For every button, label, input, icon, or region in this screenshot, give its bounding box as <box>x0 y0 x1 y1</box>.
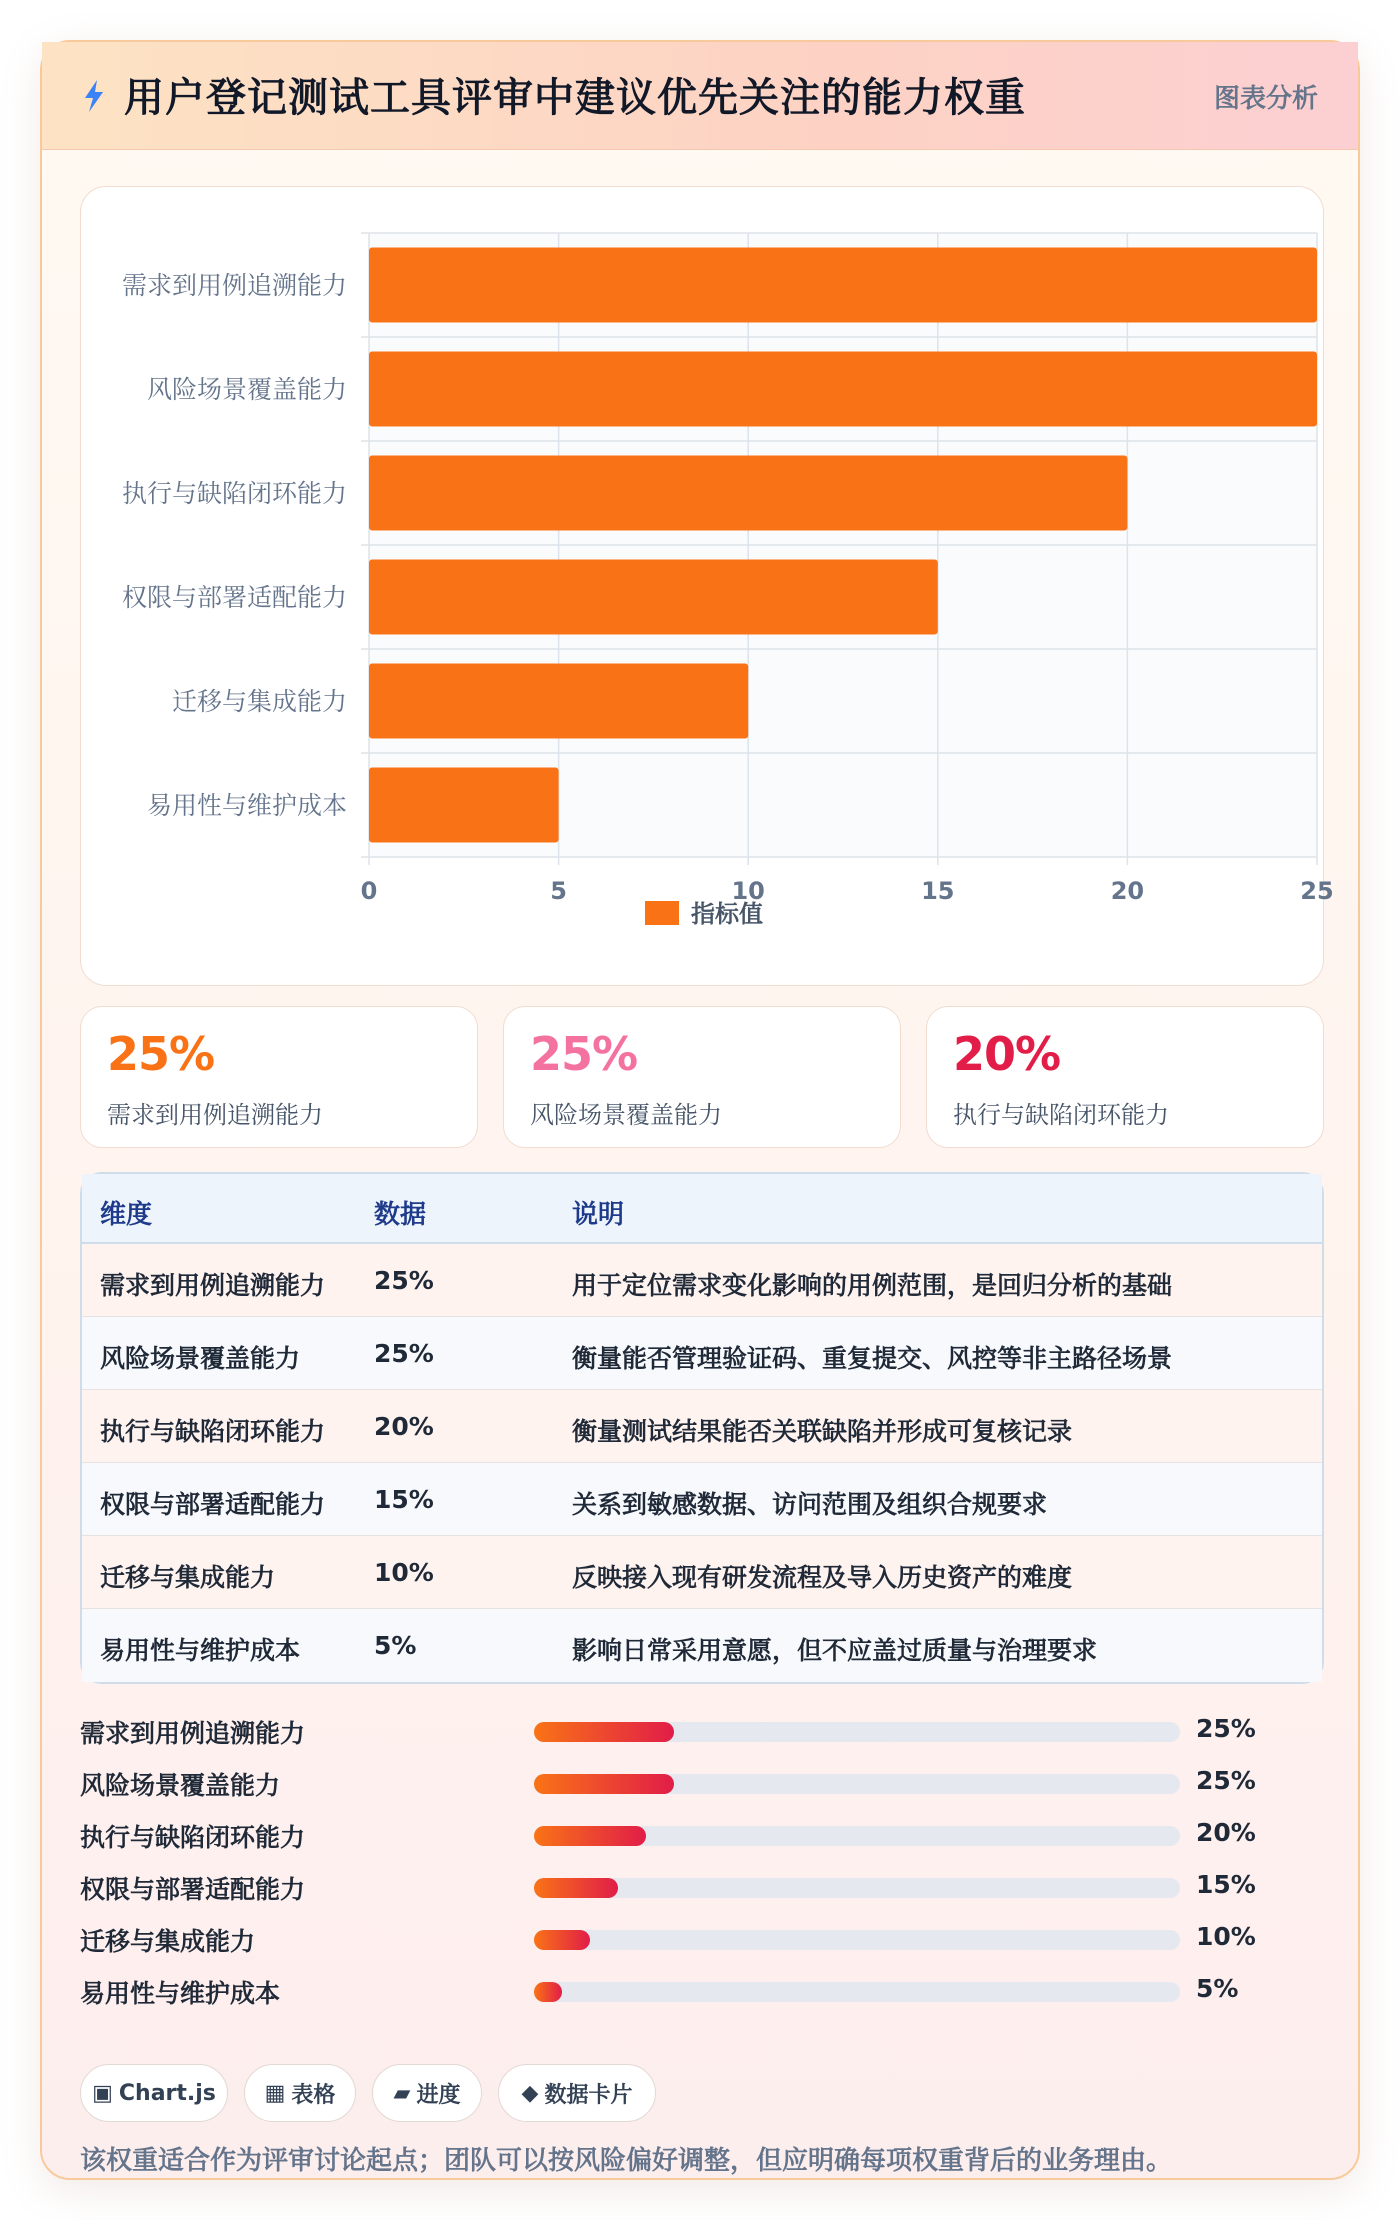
legend-label: 指标值 <box>691 900 763 928</box>
header-tag: 图表分析 <box>1213 84 1318 114</box>
progress-row <box>80 1758 1324 1810</box>
stat-label: 风险场景覆盖能力 <box>530 1101 722 1129</box>
progress-row <box>80 1914 1324 1966</box>
table-cell: 易用性与维护成本 <box>100 1636 301 1665</box>
table-cell: 权限与部署适配能力 <box>100 1490 326 1519</box>
chip-table[interactable] <box>244 2064 356 2122</box>
stat-label: 需求到用例追溯能力 <box>107 1101 323 1129</box>
chip-label: Chart.js <box>118 2080 216 2106</box>
category-label: 权限与部署适配能力 <box>121 583 347 612</box>
card-header <box>42 42 1358 150</box>
table-cell: 反映接入现有研发流程及导入历史资产的难度 <box>572 1563 1073 1592</box>
table-grid-icon: ▦ <box>264 2080 286 2106</box>
table-cell: 执行与缺陷闭环能力 <box>100 1417 326 1446</box>
chip-progress[interactable] <box>372 2064 482 2122</box>
progress-label: 风险场景覆盖能力 <box>80 1771 281 1800</box>
x-tick-label: 20 <box>1110 877 1145 905</box>
table-cell: 5% <box>374 1631 417 1660</box>
x-tick-label: 0 <box>360 877 378 905</box>
table-cell: 关系到敏感数据、访问范围及组织合规要求 <box>572 1490 1048 1519</box>
stat-card <box>503 1006 901 1148</box>
table-cell: 衡量测试结果能否关联缺陷并形成可复核记录 <box>572 1417 1073 1446</box>
report-card <box>40 40 1360 2180</box>
progress-fill <box>534 1878 618 1898</box>
column-header: 数据 <box>374 1200 427 1230</box>
stat-card <box>926 1006 1324 1148</box>
stat-value: 20% <box>953 1027 1061 1081</box>
table-cell: 25% <box>374 1266 434 1295</box>
progress-track <box>534 1982 1180 2002</box>
table-cell: 用于定位需求变化影响的用例范围，是回归分析的基础 <box>572 1271 1173 1300</box>
legend-swatch <box>645 901 679 925</box>
chip-label: 进度 <box>416 2082 461 2108</box>
x-tick-label: 15 <box>921 877 955 905</box>
column-header: 维度 <box>100 1200 153 1230</box>
progress-row <box>80 1862 1324 1914</box>
progress-track <box>534 1878 1180 1898</box>
bar <box>369 248 1317 323</box>
table-cell: 15% <box>374 1485 434 1514</box>
stat-value: 25% <box>107 1027 215 1081</box>
x-tick-label: 25 <box>1300 877 1334 905</box>
footnote: 该权重适合作为评审讨论起点；团队可以按风险偏好调整，但应明确每项权重背后的业务理由。 <box>80 2146 1173 2176</box>
table-row <box>82 1390 1322 1463</box>
table-cell: 25% <box>374 1339 434 1368</box>
table-cell: 风险场景覆盖能力 <box>100 1344 301 1373</box>
table-cell: 迁移与集成能力 <box>100 1563 276 1592</box>
progress-track <box>534 1826 1180 1846</box>
chip-label: 数据卡片 <box>544 2082 633 2108</box>
progress-label: 权限与部署适配能力 <box>80 1875 306 1904</box>
progress-label: 迁移与集成能力 <box>80 1927 256 1956</box>
x-tick-label: 10 <box>731 877 765 905</box>
table-row <box>82 1317 1322 1390</box>
table-cell: 20% <box>374 1412 434 1441</box>
diamond-icon: ◆ <box>521 2080 539 2106</box>
progress-value: 15% <box>1196 1870 1256 1899</box>
chip-chartjs[interactable] <box>80 2064 228 2122</box>
progress-value: 25% <box>1196 1766 1256 1795</box>
progress-track <box>534 1722 1180 1742</box>
column-header: 说明 <box>572 1200 625 1230</box>
bar-chart <box>81 187 1334 987</box>
table-cell: 影响日常采用意愿，但不应盖过质量与治理要求 <box>572 1636 1098 1665</box>
progress-label: 需求到用例追溯能力 <box>80 1719 306 1748</box>
table-row <box>82 1244 1322 1317</box>
progress-value: 5% <box>1196 1974 1239 2003</box>
table-row <box>82 1609 1322 1682</box>
progress-track <box>534 1930 1180 1950</box>
progress-row <box>80 1966 1324 2018</box>
bar <box>369 352 1317 427</box>
progress-fill <box>534 1826 646 1846</box>
progress-row <box>80 1810 1324 1862</box>
progress-label: 易用性与维护成本 <box>80 1979 281 2008</box>
chart-panel <box>80 186 1334 986</box>
progress-value: 10% <box>1196 1922 1256 1951</box>
progress-fill <box>534 1722 674 1742</box>
data-table <box>80 1172 1324 1684</box>
progress-track <box>534 1774 1180 1794</box>
table-row <box>82 1463 1322 1536</box>
progress-value: 20% <box>1196 1818 1256 1847</box>
category-label: 执行与缺陷闭环能力 <box>121 479 347 508</box>
stat-value: 25% <box>530 1027 638 1081</box>
bar <box>369 456 1127 531</box>
progress-fill <box>534 1982 562 2002</box>
page-title: 用户登记测试工具评审中建议优先关注的能力权重 <box>124 75 1026 121</box>
progress-label: 执行与缺陷闭环能力 <box>80 1823 306 1852</box>
lightning-icon <box>80 78 108 114</box>
progress-fill <box>534 1930 590 1950</box>
progress-fill <box>534 1774 674 1794</box>
x-tick-label: 5 <box>550 877 567 905</box>
stat-label: 执行与缺陷闭环能力 <box>953 1101 1169 1129</box>
table-cell: 衡量能否管理验证码、重复提交、风控等非主路径场景 <box>572 1344 1173 1373</box>
category-label: 需求到用例追溯能力 <box>121 271 347 300</box>
progress-value: 25% <box>1196 1714 1256 1743</box>
category-label: 迁移与集成能力 <box>171 687 347 716</box>
bar <box>369 560 938 635</box>
table-row <box>82 1536 1322 1609</box>
table-header <box>82 1174 1322 1244</box>
progress-row <box>80 1706 1324 1758</box>
chip-data-card[interactable] <box>498 2064 656 2122</box>
progress-icon: ▰ <box>393 2080 411 2106</box>
bar <box>369 768 559 843</box>
table-cell: 10% <box>374 1558 434 1587</box>
category-label: 易用性与维护成本 <box>146 791 347 820</box>
chart-square-icon: ▣ <box>92 2080 113 2106</box>
table-cell: 需求到用例追溯能力 <box>100 1271 326 1300</box>
chip-label: 表格 <box>291 2082 336 2108</box>
category-label: 风险场景覆盖能力 <box>146 375 347 404</box>
bar <box>369 664 748 739</box>
stat-card <box>80 1006 478 1148</box>
